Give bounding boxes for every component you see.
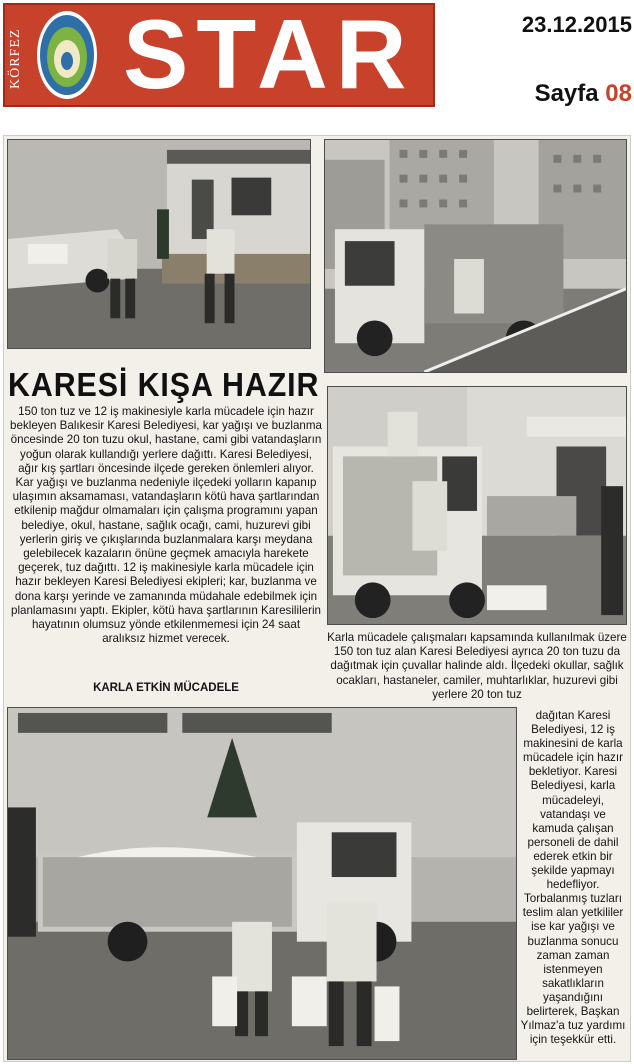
workers-carrying-salt-photo (7, 139, 311, 349)
page-indicator (535, 80, 632, 108)
emblem-icon (35, 9, 99, 101)
logo-text: STAR (123, 0, 415, 109)
article-body: 150 ton tuz ve 12 iş makinesiyle karla mücadele için hazır bekleyen Balıkesir Karesi Belediyesi, kar yağışı ve buzlanma öncesinde 20 ton tuzu okul, hastane, cami gibi vatandaşların yoğun olarak kullandığı yerlere dağıttı. Karesi Belediyesi, ağır kış şartları öncesinde ilçede gereken önlemleri alıyor. Kar yağışı ve buzlanma nedeniyle ilçedeki yolların kapanıp ulaşımın aksamaması, vatandaşların kötü hava şartlarından etkilenip mağdur olmamaları için çalışma programını yapan belediye, okul, hastane, sağlık ocağı, cami, huzurevi gibi yerlerin giriş ve çıkışlarında buzlanmalara karşı meydana gelebilecek kazaların önüne geçmek amacıyla harekete geçerek, tuz dağıttı. 12 iş makinesiyle karla mücadele için hazır bekleyen Karesi Belediyesi ekipleri; kar, buzlanma ve dona karşı yerinde ve zamanında müdahale edebilmek için planlamasını yaptı. Ekipler, kötü hava şartlarının Karesililerin hayatının olumsuz yönde etkilenmemesi için 24 saat aralıksız hizmet verecek. (10, 405, 322, 646)
article-continuation-side: dağıtan Karesi Belediyesi, 12 iş makinesini de karla mücadele için hazır bekletiyor. Karesi Belediyesi, karla mücadeleyi, vatandaşı ve kamuda çalışan personeli de dahil ederek etkin bir şekilde yapmayı hedefliyor. Torbalanmış tuzları teslim alan yetkililer ise kar yağışı ve buzlanma sonucu zaman zaman istenmeyen sakatlıkların yaşandığını belirterek, Başkan Yılmaz'a tuz yardımı için teşekkür etti. (520, 709, 626, 1047)
school-delivery-photo (327, 386, 627, 625)
korfez-label: KÖRFEZ (8, 28, 23, 90)
masthead (0, 0, 634, 110)
loaded-truck-photo (7, 707, 517, 1060)
newspaper-logo (3, 0, 435, 109)
article-continuation-top: Karla mücadele çalışmaları kapsamında kullanılmak üzere 150 ton tuz alan Karesi Belediyesi ayrıca 20 ton tuzu da dağıtmak için çuvallar halinde aldı. İlçedeki okullar, sağlık ocakları, hastaneler, camiler, muhtarlıklar, huzurevi gibi yerlere 20 ton tuz (327, 631, 627, 701)
issue-date: 23.12.2015 (521, 12, 632, 37)
page-label: Sayfa (534, 80, 599, 107)
truck-unloading-photo (324, 139, 627, 373)
page-number: 08 (605, 80, 632, 107)
article-subheading: KARLA ETKİN MÜCADELE (93, 682, 239, 694)
article-headline: KARESİ KIŞA HAZIR (8, 366, 320, 403)
